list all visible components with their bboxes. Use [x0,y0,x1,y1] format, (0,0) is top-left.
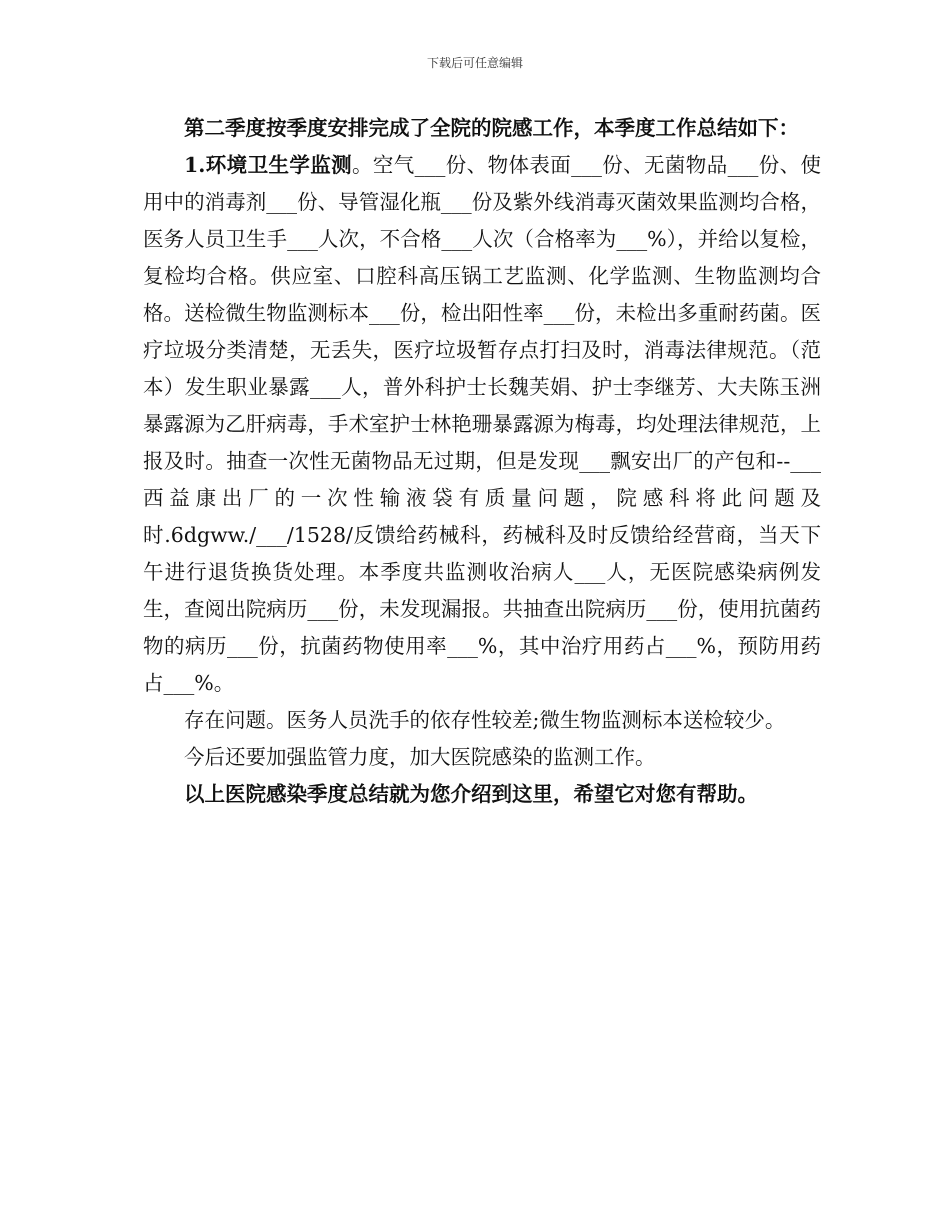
closing-paragraph: 以上医院感染季度总结就为您介绍到这里，希望它对您有帮助。 [184,782,758,806]
intro-paragraph: 第二季度按季度安排完成了全院的院感工作，本季度工作总结如下： [184,116,799,140]
section-1-heading: 1.环境卫生学监测 [184,153,352,177]
page-header: 下载后可任意编辑 [426,56,523,70]
section-1-text: 。空气___份、物体表面___份、无菌物品___份、使用中的消毒剂___份、导管湿化瓶___份及紫外线消毒灭菌效果监测均合格，医务人员卫生手___人次，不合格___人次（合格率为___%），并给以复检，复检均合格。供应室、口腔科高压锅工艺监测、化学监测、生物监测均合格。送检微生物监测标本___份，检出阳性率___份，未检出多重耐药菌。医疗垃圾分类清楚，无丢失，医疗垃圾暂存点打扫及时，消毒法律规范。（范本）发生职业暴露___人，普外科护士长魏芙娟、护士李继芳、大夫陈玉洲暴露源为乙肝病毒，手术室护士林艳珊暴露源为梅毒，均处理法律规范，上报及时。抽查一次性无菌物品无过期，但是发现___飘安出厂的产包和--___西益康出厂的一次性输液袋有质量问题，院感科将此问题及时.6dgww./___/1528/反馈给药械科，药械科及时反馈给经营商，当天下午进行退货换货处理。本季度共监测收治病人___人，无医院感染病例发生，查阅出院病历___份，未发现漏报。共抽查出院病历___份，使用抗菌药物的病历___份，抗菌药物使用率___%，其中治疗用药占___%，预防用药占___%。 [143,153,821,695]
problems-paragraph: 存在问题。医务人员洗手的依存性较差;微生物监测标本送检较少。 [184,708,786,732]
section-1-paragraph [143,147,821,702]
document-body [143,110,821,813]
future-paragraph: 今后还要加强监管力度，加大医院感染的监测工作。 [184,745,656,769]
